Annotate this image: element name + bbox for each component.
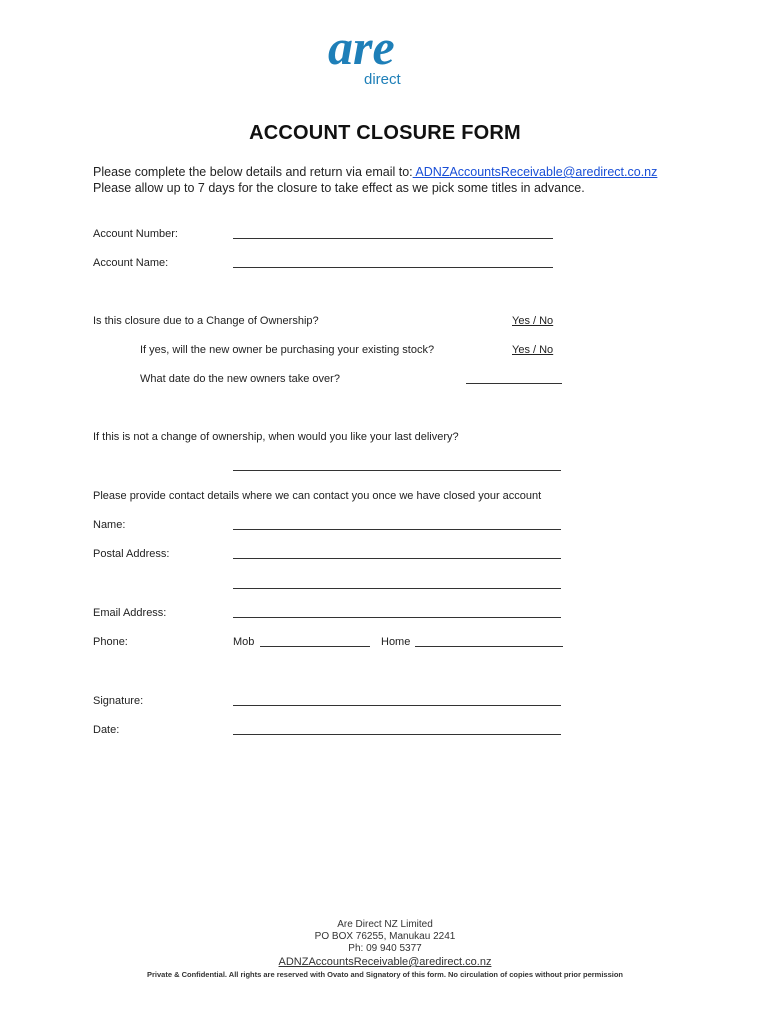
account-name-label: Account Name: xyxy=(93,257,169,269)
name-label: Name: xyxy=(93,519,126,531)
account-number-field[interactable] xyxy=(233,238,553,239)
home-label: Home xyxy=(381,636,411,648)
logo-sub: direct xyxy=(364,71,401,88)
email-address-label: Email Address: xyxy=(93,607,167,619)
footer-company: Are Direct NZ Limited xyxy=(337,919,433,930)
takeover-date-field[interactable] xyxy=(466,383,562,384)
email-address-field[interactable] xyxy=(233,617,561,618)
postal-address-field-2[interactable] xyxy=(233,588,561,589)
last-delivery-question: If this is not a change of ownership, when would you like your last delivery? xyxy=(93,431,459,443)
intro-line-1 xyxy=(93,165,657,179)
last-delivery-field[interactable] xyxy=(233,470,561,471)
intro-text: Please complete the below details and return via email to: xyxy=(93,165,413,179)
footer-address: PO BOX 76255, Manukau 2241 xyxy=(314,931,456,942)
postal-address-label: Postal Address: xyxy=(93,548,170,560)
mob-field[interactable] xyxy=(260,646,370,647)
takeover-date-question: What date do the new owners take over? xyxy=(140,373,340,385)
name-field[interactable] xyxy=(233,529,561,530)
ownership-yes-no[interactable]: Yes / No xyxy=(512,315,554,327)
date-field[interactable] xyxy=(233,734,561,735)
intro-line-2: Please allow up to 7 days for the closure to take effect as we pick some titles in advance. xyxy=(93,181,585,195)
account-name-field[interactable] xyxy=(233,267,553,268)
account-number-label: Account Number: xyxy=(93,228,178,240)
signature-field[interactable] xyxy=(233,705,561,706)
footer-phone: Ph: 09 940 5377 xyxy=(348,943,422,954)
phone-label: Phone: xyxy=(93,636,128,648)
signature-label: Signature: xyxy=(93,695,144,707)
mob-label: Mob xyxy=(233,636,255,648)
footer-email-link[interactable]: ADNZAccountsReceivable@aredirect.co.nz xyxy=(278,956,492,968)
logo-word: are xyxy=(328,19,395,75)
page-title: ACCOUNT CLOSURE FORM xyxy=(249,122,521,144)
are-direct-logo xyxy=(320,14,450,94)
home-field[interactable] xyxy=(415,646,563,647)
date-label: Date: xyxy=(93,724,120,736)
footer-notice: Private & Confidential. All rights are reserved with Ovato and Signatory of this form. No circulation of copies without prior permission xyxy=(146,970,624,979)
stock-yes-no[interactable]: Yes / No xyxy=(512,344,554,356)
stock-question: If yes, will the new owner be purchasing your existing stock? xyxy=(140,344,435,356)
postal-address-field-1[interactable] xyxy=(233,558,561,559)
logo-graphic xyxy=(320,14,450,94)
ownership-question: Is this closure due to a Change of Ownership? xyxy=(93,315,319,327)
contact-intro: Please provide contact details where we can contact you once we have closed your account xyxy=(93,490,542,502)
intro-email-link[interactable]: ADNZAccountsReceivable@aredirect.co.nz xyxy=(412,165,658,179)
